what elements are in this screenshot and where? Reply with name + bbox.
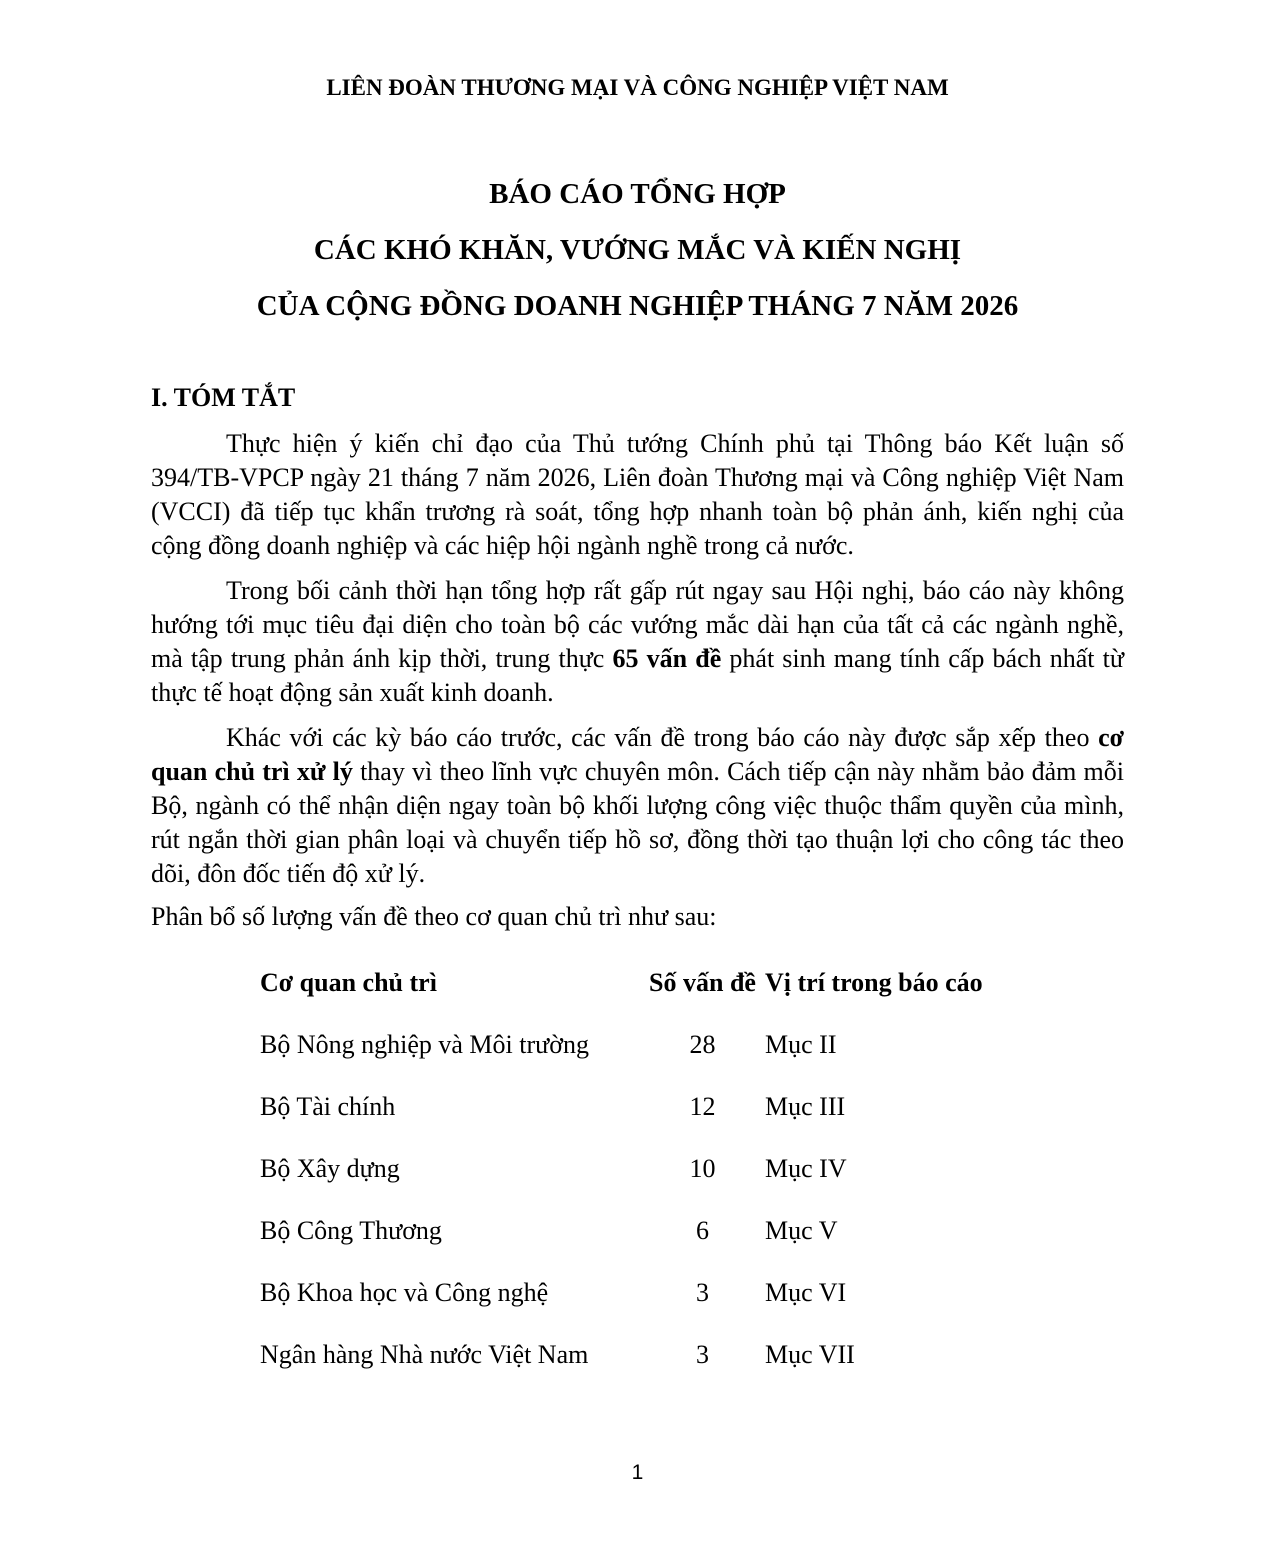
count-cell: 12: [689, 1092, 716, 1121]
header-agency: Cơ quan chủ trì: [260, 968, 437, 997]
table-row: [260, 1262, 1025, 1324]
table-row: [260, 1014, 1025, 1076]
organization-header: LIÊN ĐOÀN THƯƠNG MẠI VÀ CÔNG NGHIỆP VIỆT NAM: [326, 75, 949, 100]
title-line-3: CỦA CỘNG ĐỒNG DOANH NGHIỆP THÁNG 7 NĂM 2026: [256, 290, 1019, 322]
table-intro-paragraph: Phân bổ số lượng vấn đề theo cơ quan chủ trì như sau:: [151, 902, 717, 931]
position-cell: Mục V: [765, 1216, 838, 1245]
position-cell: Mục VI: [765, 1278, 847, 1307]
summary-paragraph-1: Thực hiện ý kiến chỉ đạo của Thủ tướng Chính phủ tại Thông báo Kết luận số 394/TB-VPCP ngày 21 tháng 7 năm 2026, Liên đoàn Thương mại và Công nghiệp Việt Nam (VCCI) đã tiếp tục khẩn trương rà soát, tổng hợp nhanh toàn bộ phản ánh, kiến nghị của cộng đồng doanh nghiệp và các hiệp hội ngành nghề trong cả nước.: [151, 429, 1124, 560]
issue-distribution-table: [260, 952, 1025, 1386]
agency-cell: Ngân hàng Nhà nước Việt Nam: [260, 1340, 589, 1369]
report-title: [0, 166, 1275, 334]
position-cell: Mục IV: [765, 1154, 847, 1183]
issue-count-emphasis: 65 vấn đề: [612, 644, 722, 673]
page-number: 1: [631, 1461, 644, 1484]
section-heading-summary: I. TÓM TẮT: [151, 383, 296, 412]
title-line-1: BÁO CÁO TỔNG HỢP: [489, 178, 786, 210]
agency-cell: Bộ Xây dựng: [260, 1154, 400, 1183]
table-header-row: [260, 952, 1025, 1014]
agency-cell: Bộ Khoa học và Công nghệ: [260, 1278, 549, 1307]
header-position: Vị trí trong báo cáo: [765, 968, 983, 997]
count-cell: 28: [689, 1030, 716, 1059]
table-row: [260, 1200, 1025, 1262]
position-cell: Mục VII: [765, 1340, 855, 1369]
paragraph-text: phát sinh mang tính cấp bách nhất từ thực tế hoạt động sản xuất kinh doanh.: [151, 644, 1124, 707]
table-row: [260, 1324, 1025, 1386]
agency-cell: Bộ Nông nghiệp và Môi trường: [260, 1030, 589, 1059]
position-cell: Mục III: [765, 1092, 846, 1121]
count-cell: 10: [689, 1154, 716, 1183]
count-cell: 6: [696, 1216, 709, 1245]
paragraph-text: thay vì theo lĩnh vực chuyên môn. Cách tiếp cận này nhằm bảo đảm mỗi Bộ, ngành có thể nhận diện ngay toàn bộ khối lượng công việc thuộc thẩm quyền của mình, rút ngắn thời gian phân loại và chuyển tiếp hồ sơ, đồng thời tạo thuận lợi cho công tác theo dõi, đôn đốc tiến độ xử lý.: [151, 757, 1124, 888]
header-count: Số vấn đề: [649, 968, 756, 997]
position-cell: Mục II: [765, 1030, 837, 1059]
title-line-2: CÁC KHÓ KHĂN, VƯỚNG MẮC VÀ KIẾN NGHỊ: [313, 234, 962, 266]
table-row: [260, 1138, 1025, 1200]
paragraph-text: Khác với các kỳ báo cáo trước, các vấn đề trong báo cáo này được sắp xếp theo: [226, 723, 1099, 752]
summary-paragraph-2: [151, 574, 1124, 710]
agency-emphasis: cơ quan chủ trì xử lý: [151, 723, 1124, 786]
agency-cell: Bộ Công Thương: [260, 1216, 442, 1245]
agency-cell: Bộ Tài chính: [260, 1092, 396, 1121]
table-row: [260, 1076, 1025, 1138]
count-cell: 3: [696, 1278, 709, 1307]
count-cell: 3: [696, 1340, 709, 1369]
summary-paragraph-3: [151, 721, 1124, 891]
paragraph-text: Trong bối cảnh thời hạn tổng hợp rất gấp rút ngay sau Hội nghị, báo cáo này không hướng tới mục tiêu đại diện cho toàn bộ các vướng mắc dài hạn của tất cả các ngành nghề, mà tập trung phản ánh kịp thời, trung thực: [151, 576, 1124, 673]
